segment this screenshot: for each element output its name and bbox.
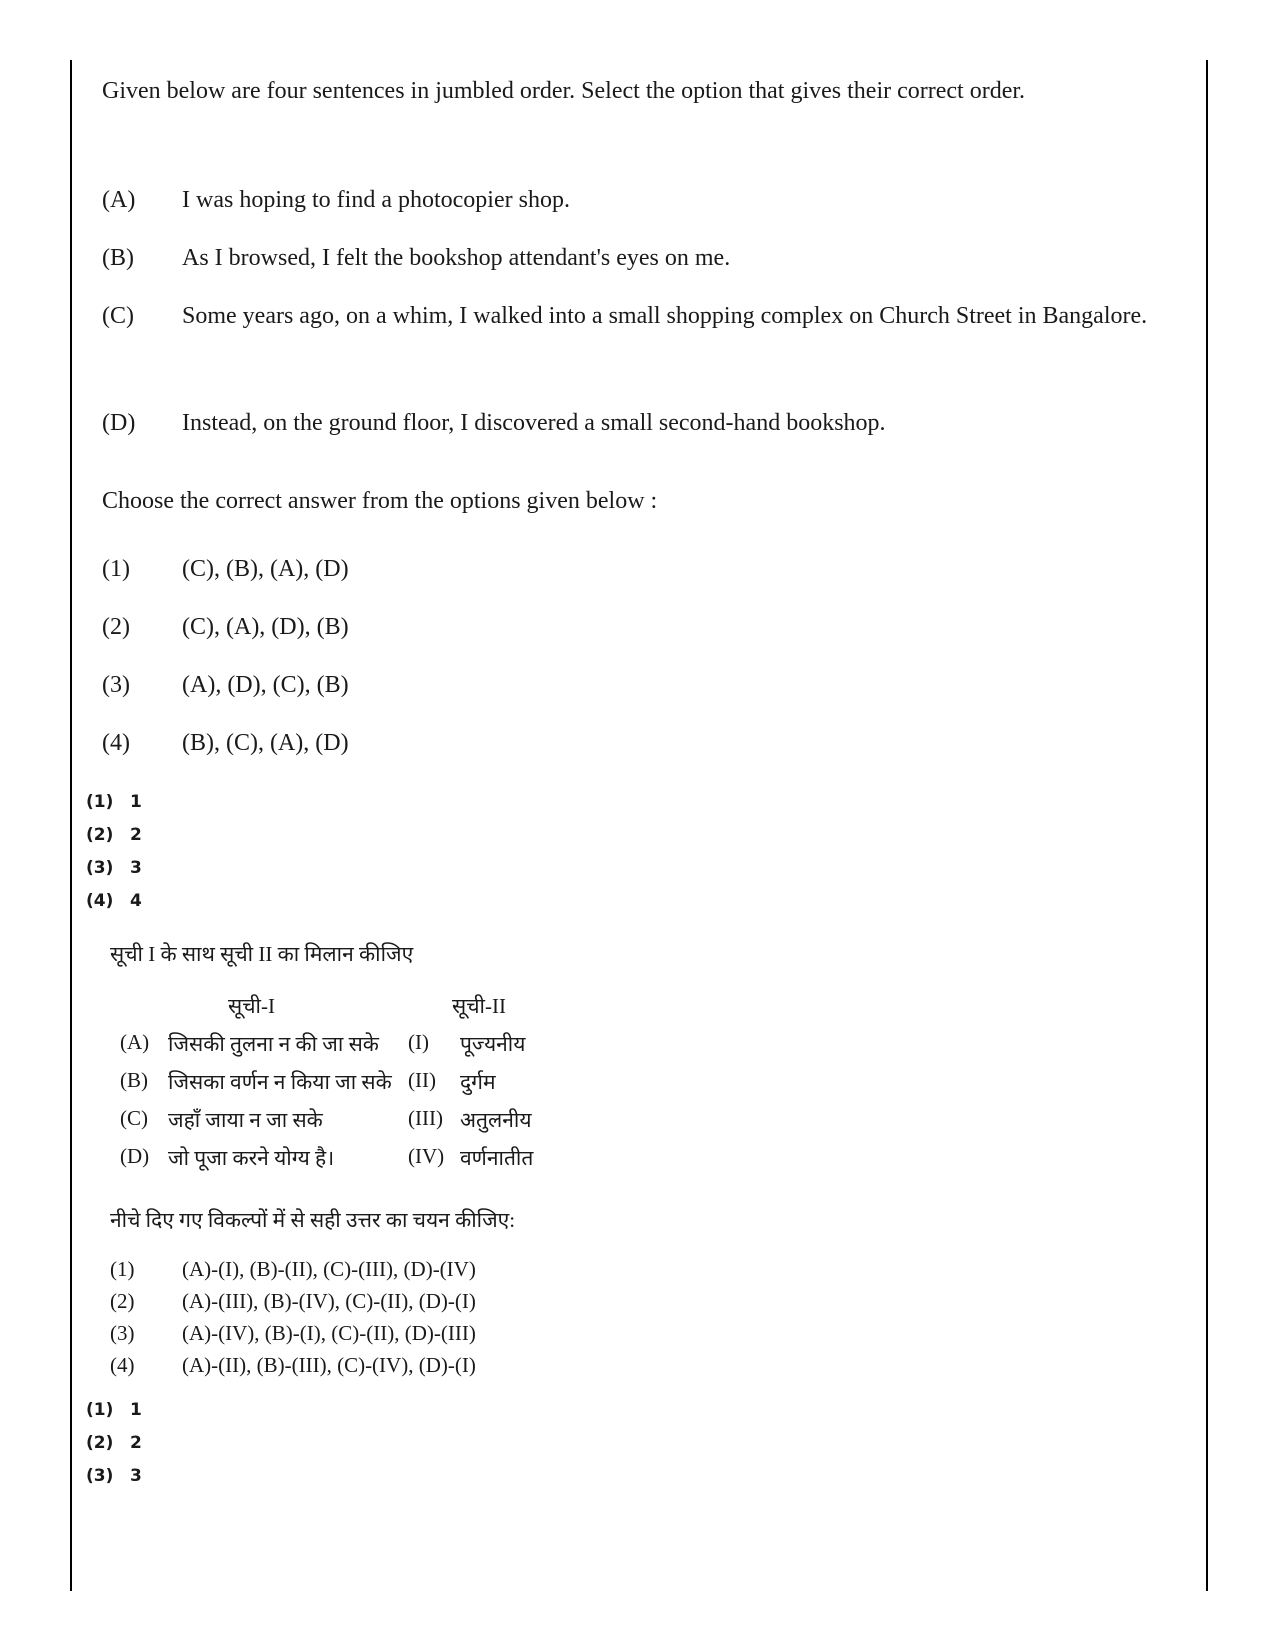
left-border-line bbox=[70, 60, 72, 1591]
q1-answer-2[interactable] bbox=[86, 825, 142, 845]
option-label: (4) bbox=[102, 730, 130, 756]
q1-sentence-b bbox=[102, 233, 1160, 283]
q1-sentence-d bbox=[102, 398, 1160, 448]
sentence-label: (B) bbox=[102, 245, 134, 271]
option-text: (A)-(IV), (B)-(I), (C)-(II), (D)-(III) bbox=[182, 1321, 476, 1345]
sentence-text: As I browsed, I felt the bookshop attendant's eyes on me. bbox=[182, 245, 731, 271]
list2-text: पूज्यनीय bbox=[460, 1032, 526, 1056]
sentence-text: Instead, on the ground floor, I discovered a small second-hand bookshop. bbox=[182, 410, 886, 436]
answer-value: 3 bbox=[130, 1466, 142, 1486]
answer-value: 1 bbox=[130, 1400, 142, 1420]
list1-label: (B) bbox=[120, 1068, 148, 1092]
option-text: (C), (B), (A), (D) bbox=[182, 556, 349, 582]
q2-option-1 bbox=[110, 1257, 476, 1282]
option-label: (2) bbox=[102, 614, 130, 640]
option-text: (B), (C), (A), (D) bbox=[182, 730, 349, 756]
q2-option-2 bbox=[110, 1289, 476, 1314]
sentence-text: Some years ago, on a whim, I walked into a small shopping complex on Church Street in Bangalore. bbox=[182, 303, 1148, 329]
q1-sentence-a bbox=[102, 175, 1160, 225]
answer-label: (3) bbox=[86, 858, 114, 878]
answer-value: 4 bbox=[130, 891, 142, 911]
option-text: (A)-(I), (B)-(II), (C)-(III), (D)-(IV) bbox=[182, 1257, 476, 1281]
list1-label: (C) bbox=[120, 1106, 148, 1130]
option-label: (3) bbox=[110, 1321, 135, 1345]
option-label: (4) bbox=[110, 1353, 135, 1377]
q2-option-4 bbox=[110, 1353, 476, 1378]
q1-option-4 bbox=[102, 730, 349, 757]
option-text: (C), (A), (D), (B) bbox=[182, 614, 349, 640]
list2-label: (IV) bbox=[408, 1144, 445, 1168]
option-text: (A)-(III), (B)-(IV), (C)-(II), (D)-(I) bbox=[182, 1289, 476, 1313]
list1-text: जिसकी तुलना न की जा सके bbox=[168, 1032, 379, 1056]
option-text: (A)-(II), (B)-(III), (C)-(IV), (D)-(I) bbox=[182, 1353, 476, 1377]
q2-answer-1[interactable] bbox=[86, 1400, 142, 1420]
sentence-label: (D) bbox=[102, 410, 136, 436]
q2-answer-3[interactable] bbox=[86, 1466, 142, 1486]
list2-text: वर्णनातीत bbox=[460, 1146, 534, 1170]
list2-label: (II) bbox=[408, 1068, 436, 1092]
q1-instruction: Given below are four sentences in jumbled order. Select the option that gives their correct order. bbox=[102, 78, 1026, 104]
answer-value: 2 bbox=[130, 825, 142, 845]
q1-answer-4[interactable] bbox=[86, 891, 142, 911]
list2-label: (III) bbox=[408, 1106, 443, 1130]
list1-label: (D) bbox=[120, 1144, 150, 1168]
q1-option-1 bbox=[102, 556, 349, 583]
option-text: (A), (D), (C), (B) bbox=[182, 672, 349, 698]
answer-value: 1 bbox=[130, 792, 142, 812]
right-border-line bbox=[1206, 60, 1208, 1591]
list1-label: (A) bbox=[120, 1030, 150, 1054]
q1-option-2 bbox=[102, 614, 349, 641]
answer-value: 3 bbox=[130, 858, 142, 878]
sentence-label: (A) bbox=[102, 187, 136, 213]
q1-answer-3[interactable] bbox=[86, 858, 142, 878]
list2-label: (I) bbox=[408, 1030, 429, 1054]
list1-text: जहाँ जाया न जा सके bbox=[168, 1108, 323, 1132]
answer-label: (1) bbox=[86, 1400, 114, 1420]
option-label: (1) bbox=[102, 556, 130, 582]
list2-heading: सूची-II bbox=[452, 994, 506, 1018]
list2-text: दुर्गम bbox=[460, 1070, 496, 1094]
list1-heading: सूची-I bbox=[228, 994, 275, 1018]
q1-answer-1[interactable] bbox=[86, 792, 142, 812]
answer-value: 2 bbox=[130, 1433, 142, 1453]
list2-text: अतुलनीय bbox=[460, 1108, 532, 1132]
list1-text: जो पूजा करने योग्य है। bbox=[168, 1146, 335, 1170]
sentence-text: I was hoping to find a photocopier shop. bbox=[182, 187, 570, 213]
q2-option-3 bbox=[110, 1321, 476, 1346]
q2-answer-2[interactable] bbox=[86, 1433, 142, 1453]
q1-choose-text: Choose the correct answer from the options given below : bbox=[102, 488, 658, 514]
q2-choose-text: नीचे दिए गए विकल्पों में से सही उत्तर का चयन कीजिए: bbox=[110, 1208, 516, 1232]
option-label: (3) bbox=[102, 672, 130, 698]
list1-text: जिसका वर्णन न किया जा सके bbox=[168, 1070, 392, 1094]
answer-label: (3) bbox=[86, 1466, 114, 1486]
option-label: (1) bbox=[110, 1257, 135, 1281]
answer-label: (2) bbox=[86, 1433, 114, 1453]
answer-label: (4) bbox=[86, 891, 114, 911]
q1-sentence-c bbox=[102, 291, 1160, 341]
sentence-label: (C) bbox=[102, 303, 134, 329]
q2-instruction: सूची I के साथ सूची II का मिलान कीजिए bbox=[110, 942, 414, 966]
answer-label: (2) bbox=[86, 825, 114, 845]
q1-option-3 bbox=[102, 672, 349, 699]
answer-label: (1) bbox=[86, 792, 114, 812]
option-label: (2) bbox=[110, 1289, 135, 1313]
